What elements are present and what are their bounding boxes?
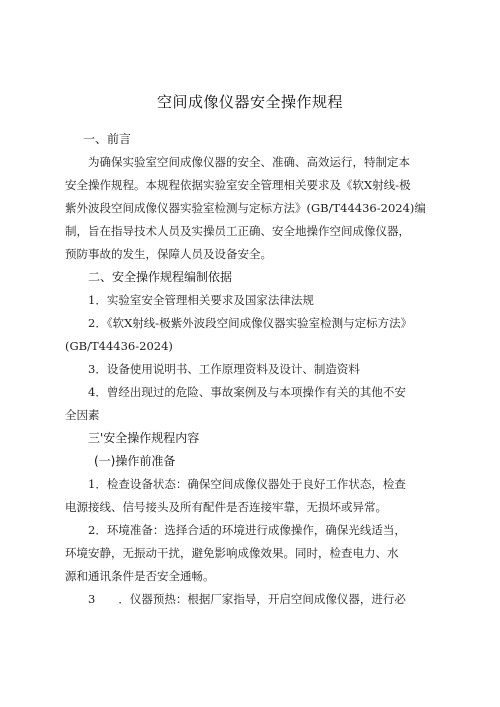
- section-heading-preface: 一、前言: [83, 132, 132, 146]
- document-title: 空间成像仪器安全操作规程: [156, 93, 343, 111]
- paragraph-line: 为确保实验室空间成像仪器的安全、准确、高效运行，特制定本: [88, 155, 410, 169]
- list-item: 1．检查设备状态：确保空间成像仪器处于良好工作状态，检查: [88, 477, 406, 491]
- section-heading-content: 三'安全操作规程内容: [88, 431, 200, 445]
- list-item: 3．设备使用说明书、工作原理资料及设计、制造资料: [88, 362, 360, 376]
- list-item-continuation: 全因素: [65, 408, 100, 422]
- list-item: 3 ．仪器预热：根据厂家指导，开启空间成像仪器，进行必: [88, 592, 406, 606]
- list-item: 4．曾经出现过的危险、事故案例及与本项操作有关的其他不安: [88, 385, 406, 399]
- list-item-continuation: 源和通讯条件是否安全通畅。: [65, 569, 215, 583]
- list-item: 2．环境准备：选择合适的环境进行成像操作，确保光线适当，: [88, 523, 406, 537]
- list-item: 2．《软X射线-极紫外波段空间成像仪器实验室检测与定标方法》: [88, 316, 413, 330]
- paragraph-line: 预防事故的发生，保障人员及设备安全。: [65, 247, 272, 261]
- list-item-continuation: (GB/T44436-2024): [65, 339, 173, 353]
- paragraph-line: 紫外波段空间成像仪器实验室检测与定标方法》(GB/T44436-2024)编: [65, 201, 426, 215]
- section-heading-basis: 二、安全操作规程编制依据: [88, 270, 233, 284]
- list-item-continuation: 电源接线、信号接头及所有配件是否连接牢靠，无损坏或异常。: [65, 500, 387, 514]
- list-item-continuation: 环境安静，无振动干扰，避免影响成像效果。同时，检查电力、水: [65, 546, 399, 560]
- subsection-heading-preparation: (一)操作前准备: [94, 454, 176, 468]
- list-item: 1．实验室安全管理相关要求及国家法律法规: [88, 293, 314, 307]
- paragraph-line: 安全操作规程。本规程依据实验室安全管理相关要求及《软X射线-极: [65, 178, 411, 192]
- paragraph-line: 制，旨在指导技术人员及实操员工正确、安全地操作空间成像仪器，: [65, 224, 410, 238]
